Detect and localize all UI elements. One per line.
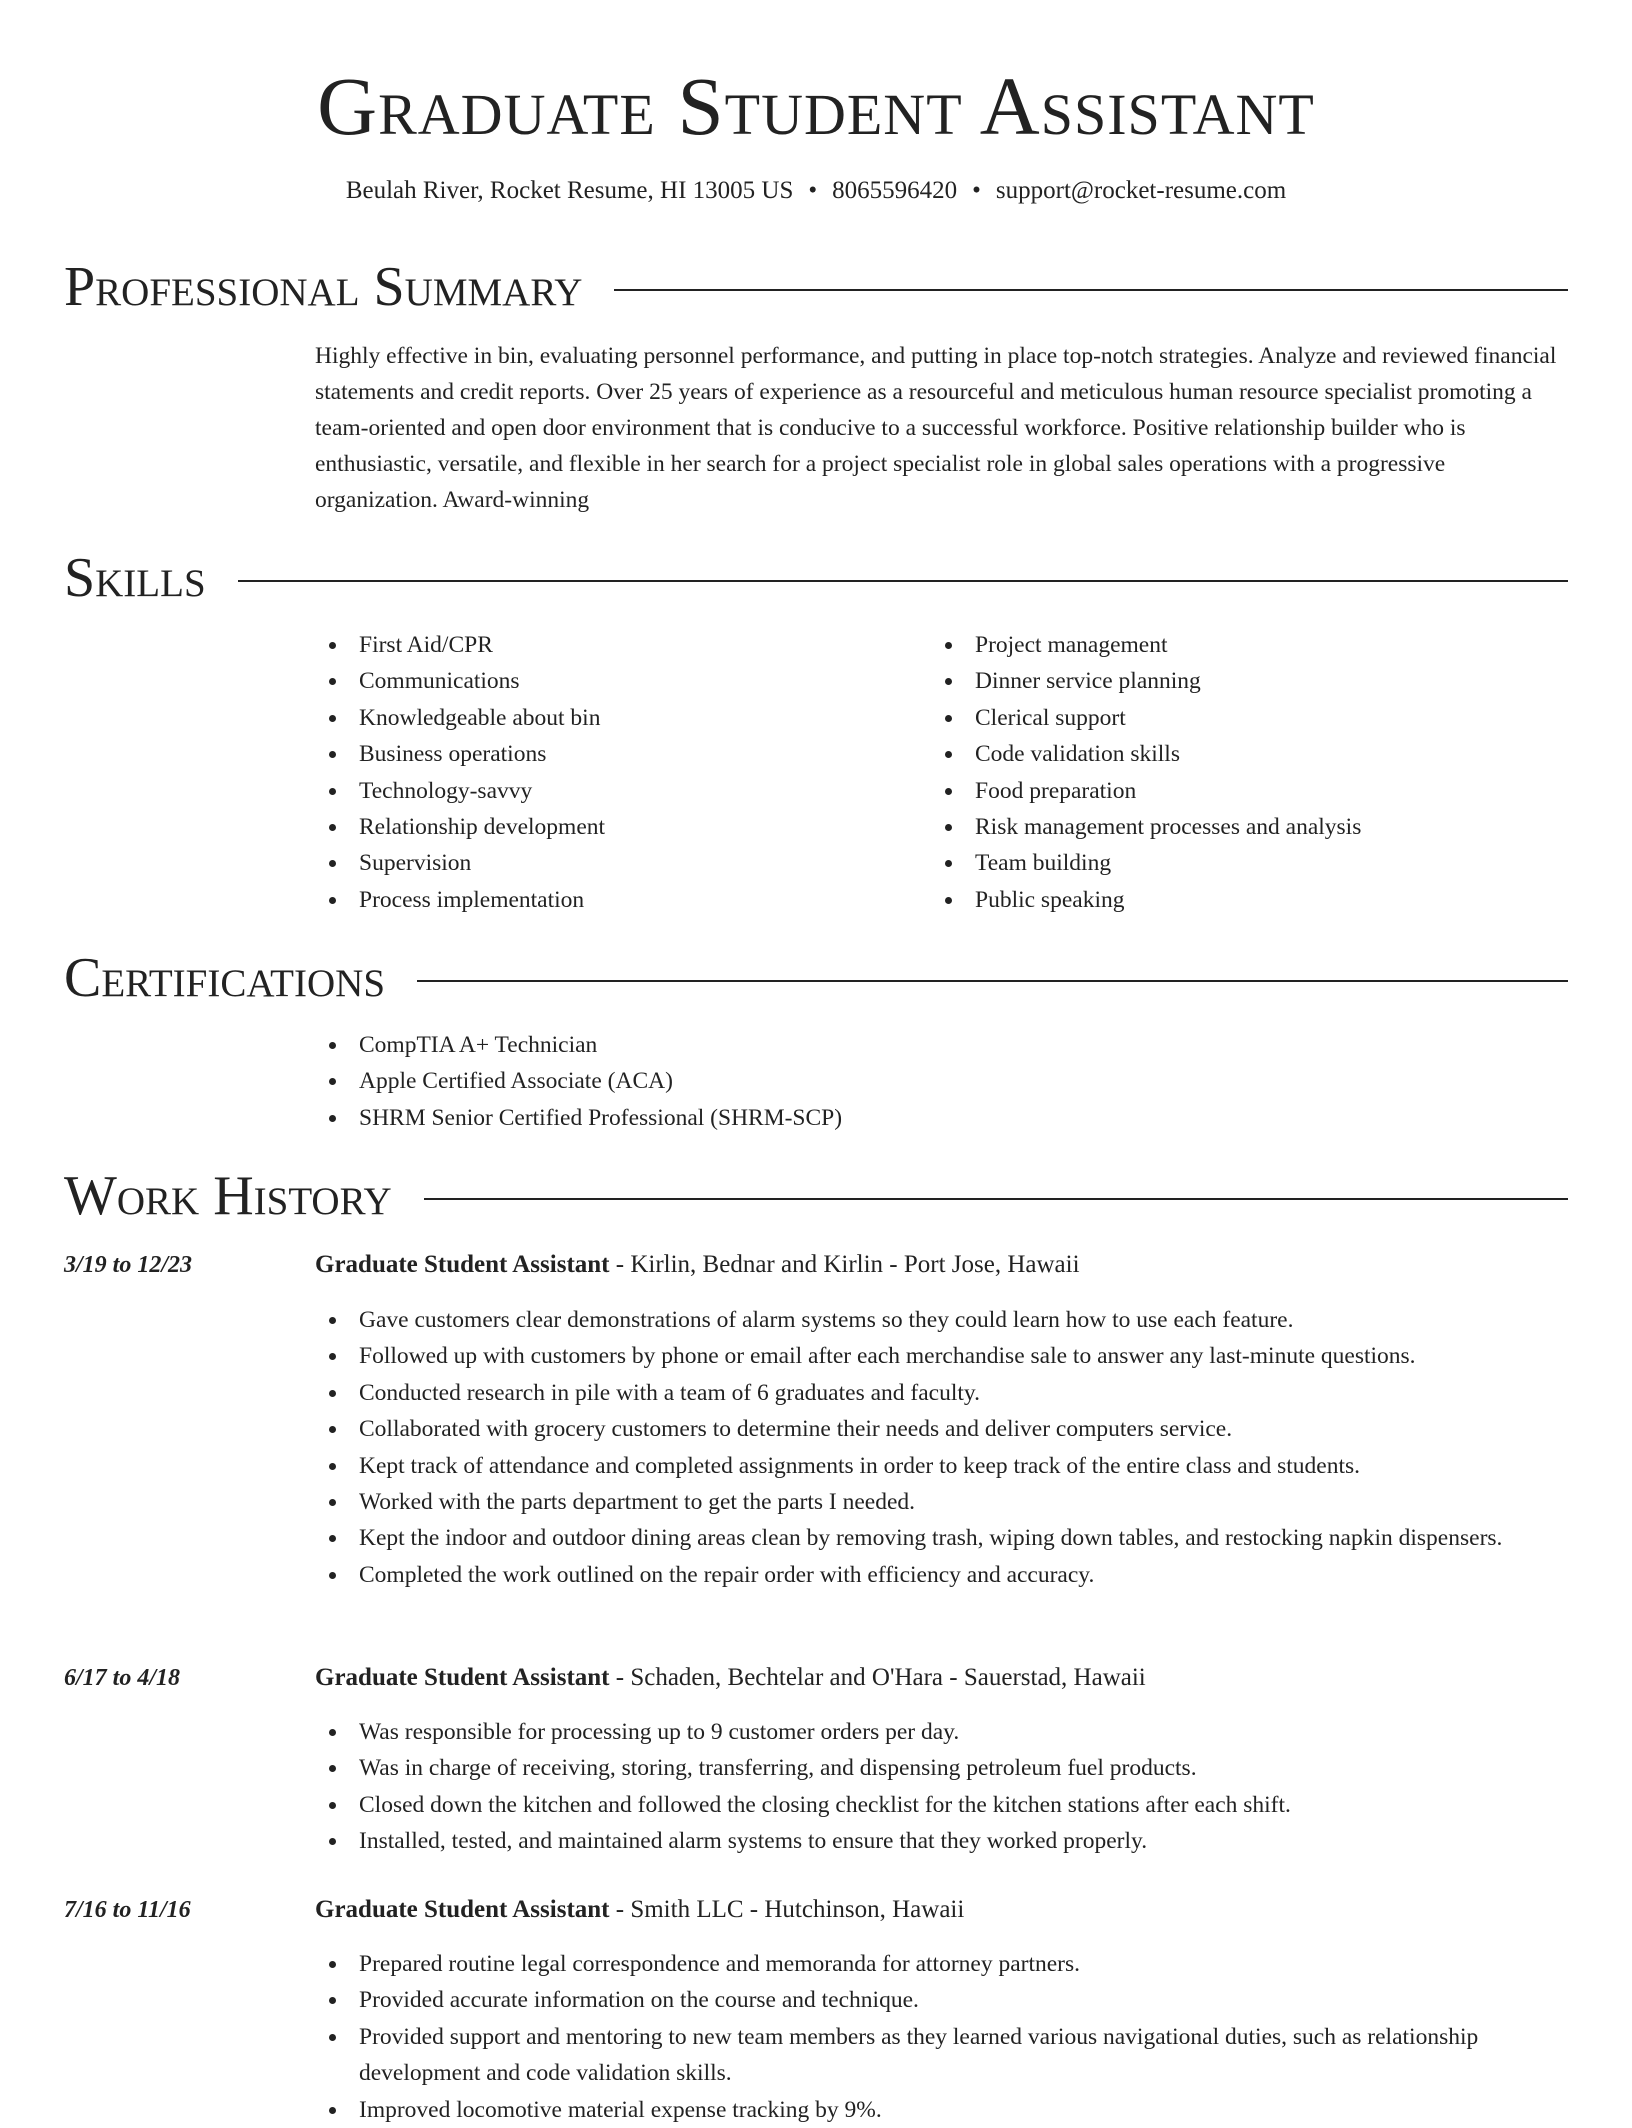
certification-item: Apple Certified Associate (ACA)	[315, 1063, 1515, 1099]
skills-column-right	[931, 627, 1491, 918]
job-dates: 6/17 to 4/18	[64, 1665, 181, 1691]
skill-item: Project management	[931, 627, 1491, 663]
contact-line	[0, 174, 1632, 208]
job-employer: - Smith LLC - Hutchinson, Hawaii	[609, 1896, 965, 1923]
section-divider	[614, 289, 1568, 291]
skill-item: Process implementation	[315, 882, 875, 918]
job-duties-list	[315, 1714, 1570, 1860]
job-duty-item: Followed up with customers by phone or email after each merchandise sale to answer any last-minute questions.	[315, 1338, 1570, 1374]
skill-item: Public speaking	[931, 882, 1491, 918]
work-section-title: Work History	[64, 1165, 392, 1227]
skill-item: Business operations	[315, 736, 875, 772]
skills-section-header	[64, 546, 1568, 610]
job-duty-item: Was in charge of receiving, storing, transferring, and dispensing petroleum fuel products.	[315, 1750, 1570, 1786]
skill-item: Code validation skills	[931, 736, 1491, 772]
section-divider	[238, 580, 1568, 582]
certifications-list	[315, 1027, 1515, 1136]
job-duty-item: Collaborated with grocery customers to determine their needs and deliver computers service.	[315, 1411, 1570, 1447]
job-duty-item: Provided accurate information on the course and technique.	[315, 1982, 1570, 2018]
job-employer: - Kirlin, Bednar and Kirlin - Port Jose, Hawaii	[609, 1251, 1080, 1278]
job-duty-item: Kept track of attendance and completed assignments in order to keep track of the entire class and students.	[315, 1448, 1570, 1484]
certifications-block	[315, 1027, 1515, 1136]
job-duty-item: Installed, tested, and maintained alarm systems to ensure that they worked properly.	[315, 1823, 1570, 1859]
job-duty-item: Completed the work outlined on the repair order with efficiency and accuracy.	[315, 1557, 1570, 1593]
job-heading	[315, 1248, 1570, 1282]
work-section-header	[64, 1164, 1568, 1228]
job-duty-item: Kept the indoor and outdoor dining areas clean by removing trash, wiping down tables, and restocking napkin dispensers.	[315, 1520, 1570, 1556]
contact-separator: •	[808, 177, 818, 204]
contact-separator: •	[972, 177, 981, 204]
skill-item: Supervision	[315, 845, 875, 881]
skill-item: Dinner service planning	[931, 663, 1491, 699]
skill-item: Clerical support	[931, 700, 1491, 736]
skills-list-right	[931, 627, 1491, 918]
summary-section-header	[64, 255, 1568, 319]
job-heading	[315, 1661, 1570, 1695]
job-duty-item: Worked with the parts department to get the parts I needed.	[315, 1484, 1570, 1520]
job-role: Graduate Student Assistant	[315, 1251, 610, 1278]
skill-item: Communications	[315, 663, 875, 699]
resume-name: Graduate Student Assistant	[317, 60, 1315, 152]
job-duties	[315, 1302, 1570, 1593]
skill-item: Technology-savvy	[315, 773, 875, 809]
job-duty-item: Conducted research in pile with a team of 6 graduates and faculty.	[315, 1375, 1570, 1411]
job-duty-item: Provided support and mentoring to new team members as they learned various navigational duties, such as relationship development and code validation skills.	[315, 2019, 1570, 2092]
job-duties	[315, 1714, 1570, 1860]
skill-item: Food preparation	[931, 773, 1491, 809]
skill-item: Relationship development	[315, 809, 875, 845]
job-duties-list	[315, 1302, 1570, 1593]
certification-item: CompTIA A+ Technician	[315, 1027, 1515, 1063]
skills-section-title: Skills	[64, 547, 206, 609]
certification-item: SHRM Senior Certified Professional (SHRM-SCP)	[315, 1100, 1515, 1136]
summary-section-title: Professional Summary	[64, 256, 583, 318]
certifications-section-header	[64, 946, 1568, 1010]
job-heading	[315, 1893, 1570, 1927]
job-dates: 3/19 to 12/23	[64, 1252, 193, 1278]
skills-list-left	[315, 627, 875, 918]
job-role: Graduate Student Assistant	[315, 1664, 610, 1691]
job-duties	[315, 1946, 1570, 2128]
job-duty-item: Was responsible for processing up to 9 customer orders per day.	[315, 1714, 1570, 1750]
certifications-section-title: Certifications	[64, 947, 386, 1009]
contact-address: Beulah River, Rocket Resume, HI 13005 US	[345, 177, 794, 204]
summary-text: Highly effective in bin, evaluating personnel performance, and putting in place top-notch strategies. Analyze and reviewed financial statements and credit reports. Over 25 years of experience as a resourceful and meticulous human resource specialist promoting a team-oriented and open door environment that is conducive to a successful workforce. Positive relationship builder who is enthusiastic, versatile, and flexible in her search for a project specialist role in global sales operations with a progressive organization. Award-winning	[315, 343, 1557, 513]
job-duties-list	[315, 1946, 1570, 2128]
job-duty-item: Improved locomotive material expense tracking by 9%.	[315, 2092, 1570, 2128]
skill-item: First Aid/CPR	[315, 627, 875, 663]
job-employer: - Schaden, Bechtelar and O'Hara - Sauerstad, Hawaii	[609, 1664, 1146, 1691]
section-divider	[424, 1198, 1568, 1200]
job-role: Graduate Student Assistant	[315, 1896, 610, 1923]
contact-phone[interactable]: 8065596420	[832, 177, 958, 204]
skill-item: Knowledgeable about bin	[315, 700, 875, 736]
job-duty-item: Gave customers clear demonstrations of alarm systems so they could learn how to use each feature.	[315, 1302, 1570, 1338]
contact-email[interactable]: support@rocket-resume.com	[995, 177, 1287, 204]
skill-item: Risk management processes and analysis	[931, 809, 1491, 845]
job-dates: 7/16 to 11/16	[64, 1897, 191, 1923]
job-duty-item: Closed down the kitchen and followed the closing checklist for the kitchen stations after each shift.	[315, 1787, 1570, 1823]
skill-item: Team building	[931, 845, 1491, 881]
skills-column-left	[315, 627, 875, 918]
job-duty-item: Prepared routine legal correspondence and memoranda for attorney partners.	[315, 1946, 1570, 1982]
section-divider	[417, 980, 1568, 982]
